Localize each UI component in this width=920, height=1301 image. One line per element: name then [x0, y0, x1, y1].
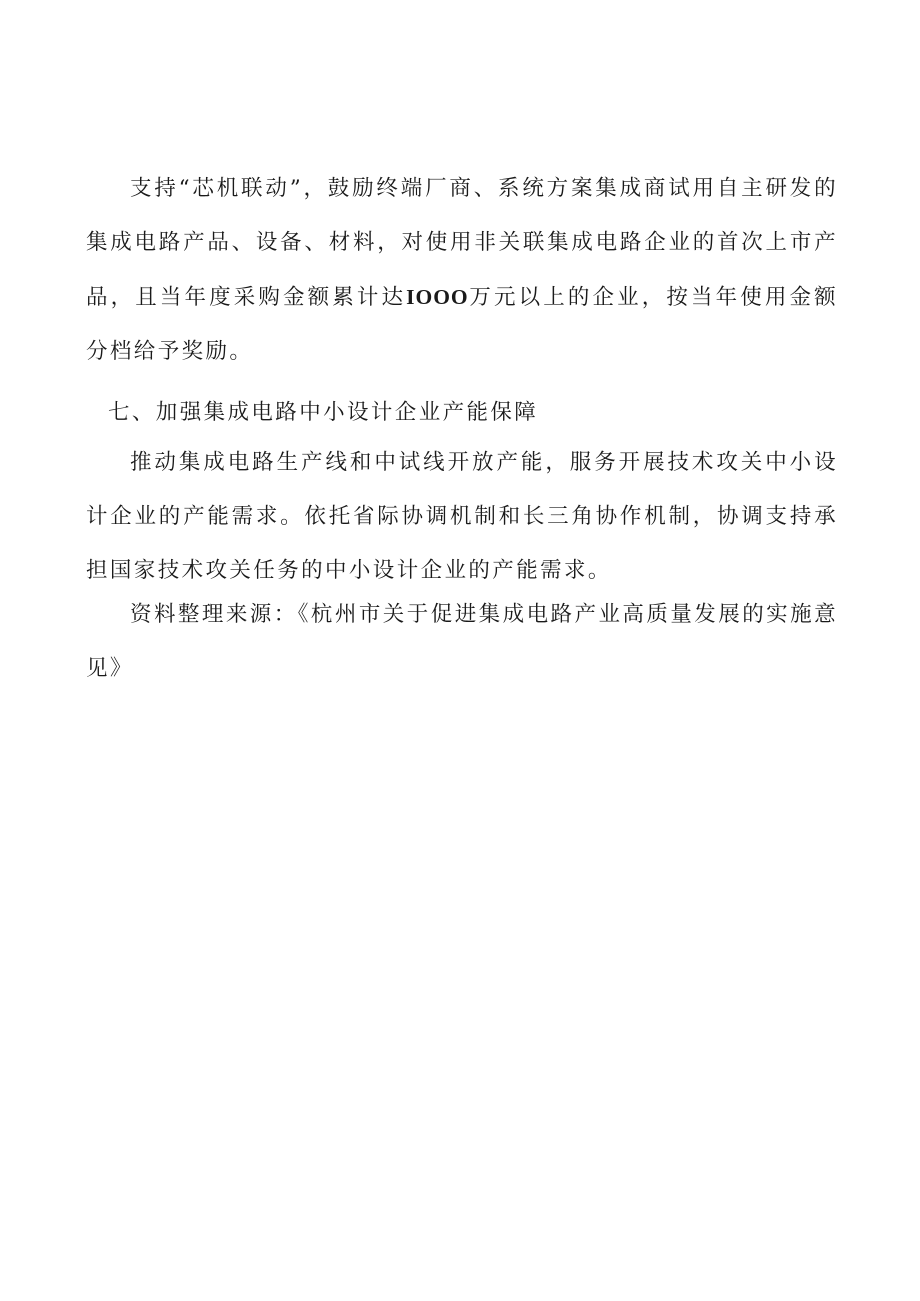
source-note: 资料整理来源：《杭州市关于促进集成电路产业高质量发展的实施意见》: [86, 602, 838, 681]
paragraph-capacity-support: 推动集成电路生产线和中试线开放产能，服务开展技术攻关中小设计企业的产能需求。依托省际协调机制和长三角协作机制，协调支持承担国家技术攻关任务的中小设计企业的产能需求。: [86, 450, 838, 583]
section-heading-7: 七、加强集成电路中小设计企业产能保障: [108, 400, 539, 425]
paragraph1-text-after: 万元以上的企业，按当年使用金额分档给予奖励。: [86, 285, 838, 364]
paragraph1-text-before: 支持“芯机联动”，鼓励终端厂商、系统方案集成商试用自主研发的集成电路产品、设备、材料，对使用非关联集成电路企业的首次上市产品，且当年度采购金额累计达: [86, 176, 838, 310]
paragraph-chip-machine-linkage: [86, 162, 838, 379]
procurement-amount: IOOO: [406, 285, 469, 309]
